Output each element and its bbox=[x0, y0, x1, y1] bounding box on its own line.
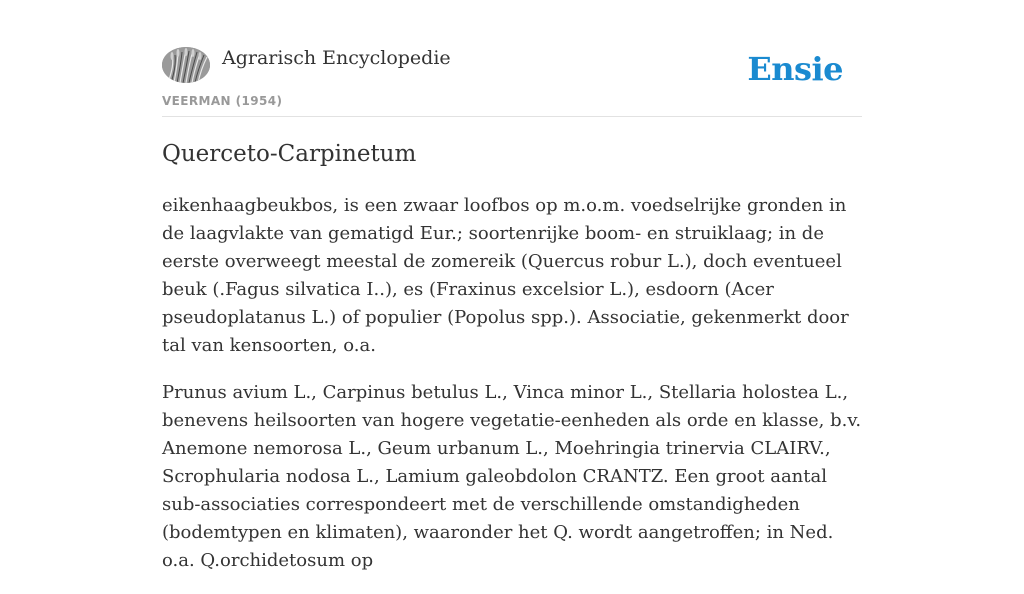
source-label: VEERMAN (1954) bbox=[162, 94, 283, 108]
ensie-logo[interactable]: Ensie bbox=[747, 50, 843, 88]
paragraph: eikenhaagbeukbos, is een zwaar loofbos op m.o.m. voedselrijke gronden in de laagvlakte van gematigd Eur.; soortenrijke boom- en struiklaag; in de eerste overweegt meestal de zomereik (Quercus robur L.), doch eventueel beuk (.Fagus silvatica I..), es (Fraxinus excelsior L.), esdoorn (Acer pseudoplatanus L.) of populier (Popolus spp.). Associatie, gekenmerkt door tal van kensoorten, o.a. bbox=[162, 195, 849, 356]
encyclopedia-title[interactable]: Agrarisch Encyclopedie bbox=[222, 47, 451, 69]
header bbox=[162, 0, 862, 117]
page bbox=[162, 0, 862, 571]
wheat-engraving-thumbnail-icon[interactable] bbox=[162, 47, 210, 83]
article-title: Querceto-Carpinetum bbox=[162, 141, 417, 167]
paragraph: Prunus avium L., Carpinus betulus L., Vinca minor L., Stellaria holostea L., benevens heilsoorten van hogere vegetatie-eenheden als orde en klasse, b.v. Anemone nemorosa L., Geum urbanum L., Moehringia trinervia CLAIRV., Scrophularia nodosa L., Lamium galeobdolon CRANTZ. Een groot aantal sub-associaties correspondeert met de verschillende omstandigheden (bodemtypen en klimaten), waaronder het Q. wordt aangetroffen; in Ned. o.a. Q.orchidetosum op bbox=[162, 382, 862, 571]
article-body bbox=[162, 192, 862, 594]
